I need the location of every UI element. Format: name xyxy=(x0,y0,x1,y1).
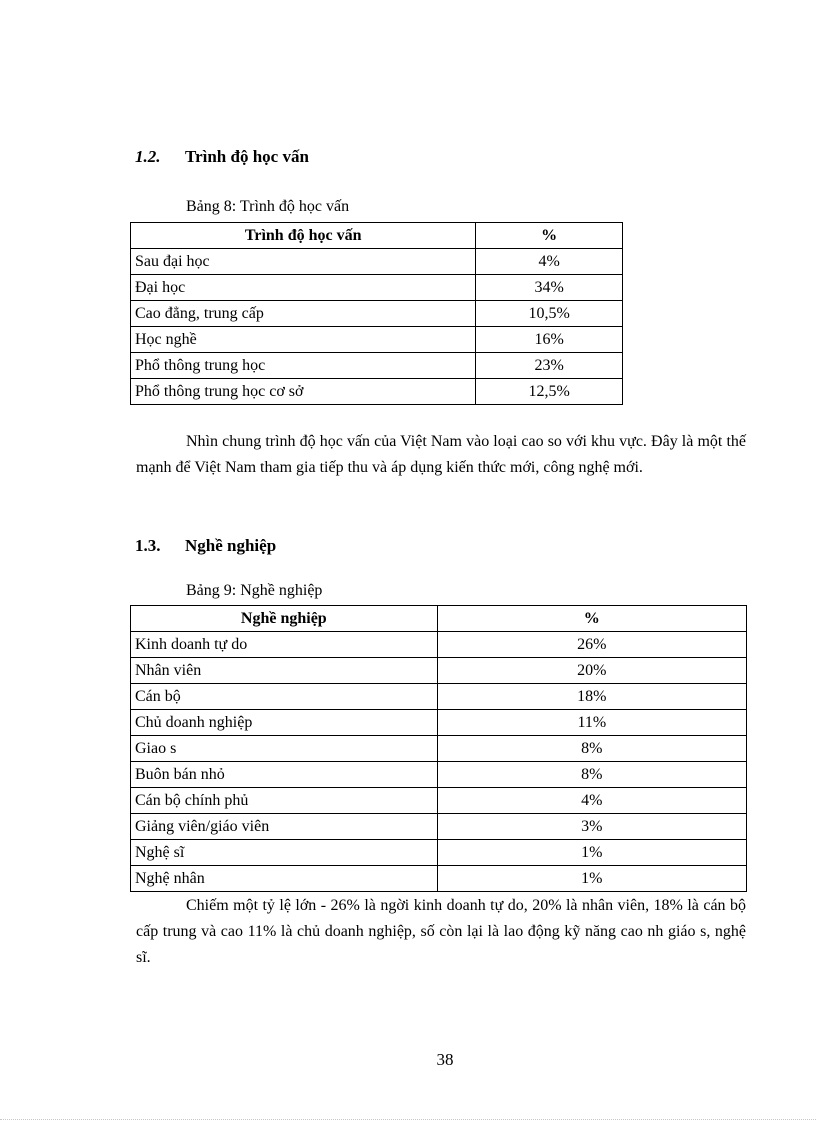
table-row xyxy=(131,632,747,658)
row-label-cell: Sau đại học xyxy=(131,249,476,275)
row-label-cell: Phổ thông trung học xyxy=(131,353,476,379)
row-value-cell: 26% xyxy=(437,632,746,658)
row-label-cell: Cao đẳng, trung cấp xyxy=(131,301,476,327)
section-title: Nghề nghiệp xyxy=(185,536,277,555)
table-row xyxy=(131,353,623,379)
table-row xyxy=(131,684,747,710)
row-value-cell: 10,5% xyxy=(476,301,623,327)
table-9 xyxy=(130,605,747,892)
table-8-caption: Bảng 8: Trình độ học vấn xyxy=(186,198,350,215)
row-value-cell: 23% xyxy=(476,353,623,379)
row-value-cell: 11% xyxy=(437,710,746,736)
row-label-cell: Giảng viên/giáo viên xyxy=(131,814,438,840)
table-8 xyxy=(130,222,623,405)
table-header-cell: % xyxy=(437,606,746,632)
row-value-cell: 16% xyxy=(476,327,623,353)
table-row xyxy=(131,788,747,814)
row-value-cell: 18% xyxy=(437,684,746,710)
row-value-cell: 1% xyxy=(437,840,746,866)
row-label-cell: Học nghề xyxy=(131,327,476,353)
table-row xyxy=(131,736,747,762)
table-header-row xyxy=(131,606,747,632)
row-label-cell: Cán bộ xyxy=(131,684,438,710)
table-row xyxy=(131,710,747,736)
table-row xyxy=(131,275,623,301)
table-row xyxy=(131,327,623,353)
row-value-cell: 1% xyxy=(437,866,746,892)
row-label-cell: Phổ thông trung học cơ sở xyxy=(131,379,476,405)
row-label-cell: Kinh doanh tự do xyxy=(131,632,438,658)
table-header-cell: Trình độ học vấn xyxy=(131,223,476,249)
row-label-cell: Giao s xyxy=(131,736,438,762)
row-value-cell: 4% xyxy=(476,249,623,275)
row-value-cell: 3% xyxy=(437,814,746,840)
paragraph-occupation-summary xyxy=(136,893,746,971)
table-9-caption: Bảng 9: Nghề nghiệp xyxy=(186,582,323,599)
paragraph-education-summary xyxy=(136,429,746,481)
section-number: 1.2. xyxy=(135,147,161,166)
table-row xyxy=(131,762,747,788)
table-row xyxy=(131,866,747,892)
section-title: Trình độ học vấn xyxy=(185,147,309,166)
row-label-cell: Nhân viên xyxy=(131,658,438,684)
row-value-cell: 34% xyxy=(476,275,623,301)
table-header-cell: Nghề nghiệp xyxy=(131,606,438,632)
table-row xyxy=(131,658,747,684)
row-label-cell: Đại học xyxy=(131,275,476,301)
row-label-cell: Chủ doanh nghiệp xyxy=(131,710,438,736)
table-row xyxy=(131,814,747,840)
row-value-cell: 4% xyxy=(437,788,746,814)
row-value-cell: 8% xyxy=(437,736,746,762)
row-label-cell: Nghệ nhân xyxy=(131,866,438,892)
row-label-cell: Nghệ sĩ xyxy=(131,840,438,866)
page-bottom-divider xyxy=(0,1119,816,1120)
table-header-cell: % xyxy=(476,223,623,249)
table-header-row xyxy=(131,223,623,249)
row-value-cell: 12,5% xyxy=(476,379,623,405)
table-row xyxy=(131,301,623,327)
row-value-cell: 8% xyxy=(437,762,746,788)
table-row xyxy=(131,379,623,405)
paragraph-text: Nhìn chung trình độ học vấn của Việt Nam vào loại cao so với khu vực. Đây là một thế mạnh để Việt Nam tham gia tiếp thu và áp dụng kiến thức mới, công nghệ mới. xyxy=(136,433,746,476)
row-value-cell: 20% xyxy=(437,658,746,684)
section-heading-1-3 xyxy=(135,536,276,556)
row-label-cell: Buôn bán nhỏ xyxy=(131,762,438,788)
table-row xyxy=(131,249,623,275)
row-label-cell: Cán bộ chính phủ xyxy=(131,788,438,814)
page-number: 38 xyxy=(436,1050,454,1069)
section-heading-1-2 xyxy=(135,147,309,167)
section-number: 1.3. xyxy=(135,536,161,555)
table-row xyxy=(131,840,747,866)
paragraph-text: Chiếm một tỷ lệ lớn - 26% là ngời kinh doanh tự do, 20% là nhân viên, 18% là cán bộ cấp trung và cao 11% là chủ doanh nghiệp, số còn lại là lao động kỹ năng cao nh giáo s, nghệ sĩ. xyxy=(136,897,746,966)
